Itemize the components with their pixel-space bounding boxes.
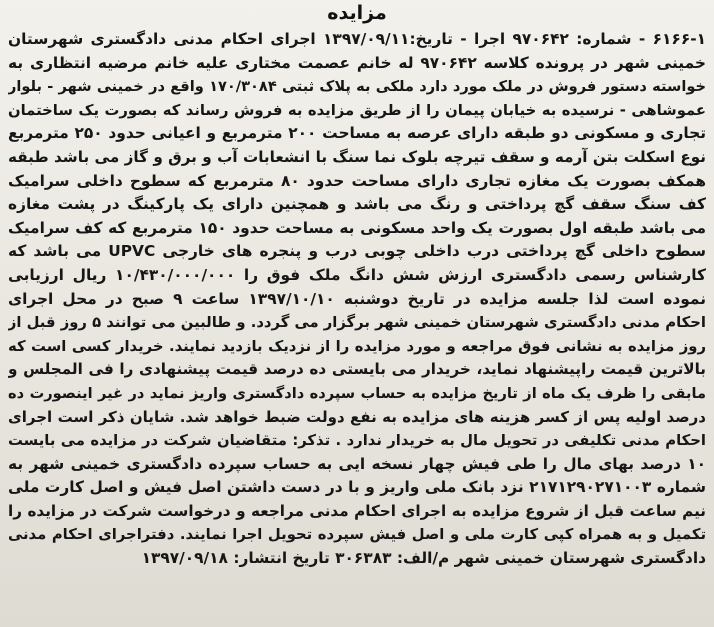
notice-line: ۶۱۶۶-۱ - شماره: ۹۷۰۶۴۲ اجرا - تاریخ:۱۳۹۷/۰۹/۱۱ اجرای احکام مدنی دادگستری شهرستان — [8, 30, 706, 48]
notice-line: تکمیل و به همراه کپی کارت ملی و اصل فیش سپرده تحویل اجرا نمایند. دفتراجرای احکام مدنی — [8, 526, 706, 544]
notice-line: بالاترین قیمت راپیشنهاد نماید، خریدار می بایستی ده درصد قیمت پیشنهادی را فی المجلس و — [8, 360, 706, 379]
notice-line: مابقی را ظرف یک ماه از تاریخ مزایده به حساب سپرده دادگستری واریز نماید در غیر اینصورت ده — [8, 384, 706, 402]
notice-line: ۱۰ درصد بهای مال را طی فیش چهار نسخه ایی به حساب سپرده دادگستری خمینی شهر به — [8, 454, 706, 473]
notice-line: می باشد طبقه اول بصورت یک واحد مسکونی به مساحت حدود ۱۵۰ مترمربع که کف سرامیک — [8, 218, 706, 237]
notice-line: خمینی شهر در پرونده کلاسه ۹۷۰۶۴۲ له خانم عصمت مختاری علیه خانم مرضیه انتظاری به — [8, 53, 706, 72]
notice-line: احکام مدنی دادگستری شهرستان خمینی شهر برگزار می گردد. و طالبین می توانند ۵ روز قبل از — [8, 314, 706, 332]
notice-line: نوع اسکلت بتن آرمه و سقف تیرچه بلوک نما سنگ با انشعابات آب و برق و گاز می باشد طبقه — [8, 147, 706, 166]
notice-line: شماره ۲۱۷۱۲۹۰۲۷۱۰۰۳ نزد بانک ملی واریز و با در دست داشتن اصل فیش و اصل کارت ملی — [8, 478, 706, 497]
notice-line: کارشناس رسمی دادگستری ارزش شش دانگ ملک فوق را ۱۰/۴۳۰/۰۰۰/۰۰۰ ریال ارزیابی — [8, 265, 706, 284]
notice-title: مزایده — [327, 2, 387, 24]
notice-line: نیم ساعت قبل از شروع مزایده به اجرای احکام مدنی مراجعه و درخواست شرکت در مزایده را — [8, 501, 706, 520]
notice-line: درصد اولیه پس از کسر هزینه های مزایده به نفع دولت ضبط خواهد شد. شایان ذکر است اجرای — [8, 407, 706, 426]
notice-line: نموده است لذا جلسه مزایده در تاریخ دوشنبه ۱۳۹۷/۱۰/۱۰ ساعت ۹ صبح در محل اجرای — [8, 289, 706, 308]
notice-line: کف سنگ سقف گچ پرداختی و رنگ می باشد و همچنین دارای یک پارکینگ در پشت مغازه — [8, 195, 706, 214]
notice-line: عموشاهی - نرسیده به خیابان پیمان را از طریق مزایده به فروش رساند که بصورت یک ساختمان — [8, 101, 706, 119]
notice-line: سطوح داخلی گچ پرداختی درب داخلی چوبی درب و پنجره های خارجی UPVC می باشد که — [8, 242, 706, 261]
notice-line: روز مزایده به نشانی فوق مراجعه و مورد مزایده را از نزدیک بازدید نمایند. خریدار کسی است که — [8, 337, 706, 355]
notice-line: تجاری و مسکونی دو طبقه دارای عرصه به مساحت ۲۰۰ مترمربع و اعیانی حدود ۲۵۰ مترمربع — [8, 124, 706, 143]
notice-line: دادگستری شهرستان خمینی شهر م/الف: ۳۰۶۳۸۳ تاریخ انتشار: ۱۳۹۷/۰۹/۱۸ — [141, 549, 706, 568]
notice-line: همکف بصورت یک مغازه تجاری دارای مساحت حدود ۸۰ مترمربع که سطوح داخلی سرامیک — [8, 171, 706, 190]
notice-body — [8, 28, 706, 571]
notice-line: احکام مدنی تکلیفی در تحویل مال به خریدار ندارد . تذکر: متقاضیان شرکت در مزایده می بایست — [8, 432, 706, 450]
notice-line: خواسته دستور فروش در ملک مورد دارد ملکی به پلاک ثبتی ۱۷۰/۳۰۸۴ واقع در خمینی شهر - بلوار — [8, 78, 706, 96]
